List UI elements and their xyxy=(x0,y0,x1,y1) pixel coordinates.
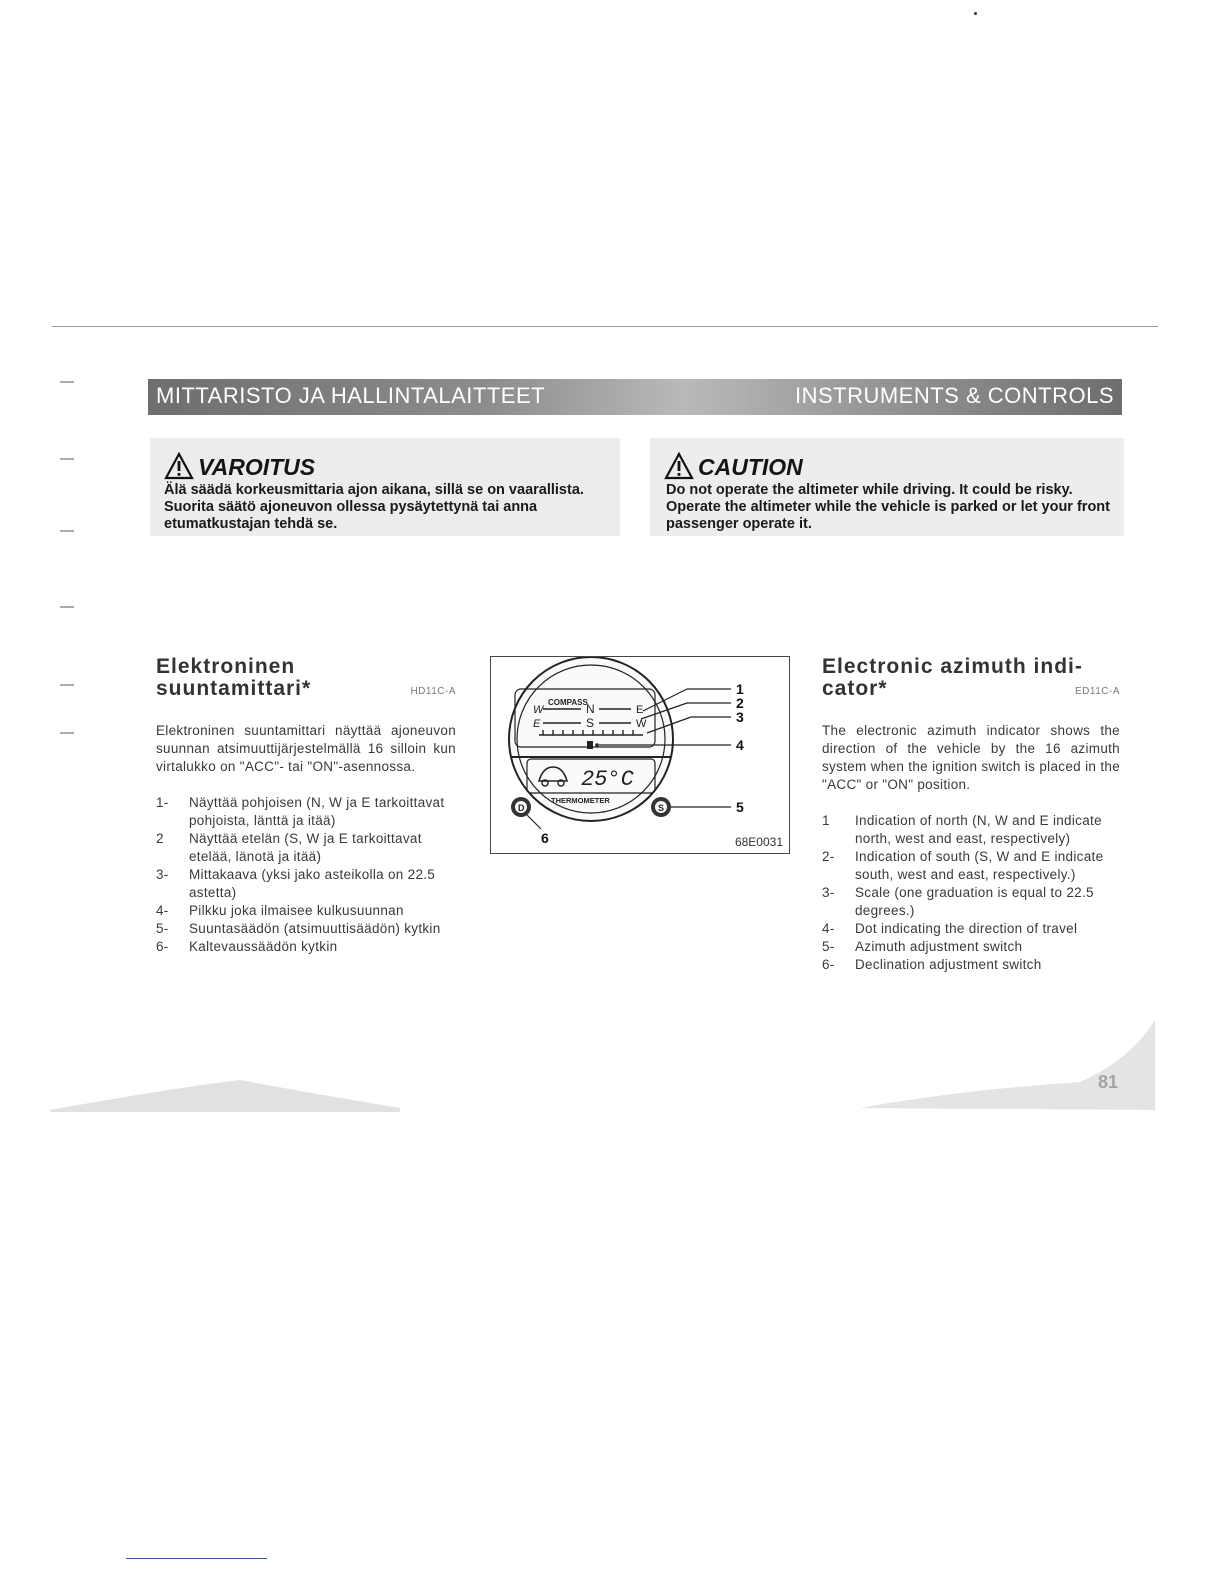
compass-figure xyxy=(490,656,790,854)
temperature-readout: 25°C xyxy=(581,767,634,792)
row1-n: N xyxy=(586,702,595,716)
row2-w: W xyxy=(636,718,647,730)
intro-en: The electronic azimuth indicator shows the direction of the vehicle by the 16 azimuth system when the ignition switch is placed in the "ACC" or "ON" position. xyxy=(822,723,1120,792)
switch-s-label: S xyxy=(658,803,665,813)
list-num: 3- xyxy=(156,867,169,882)
list-item xyxy=(156,938,456,956)
section-title-fi-line2: suuntamittari* xyxy=(156,677,312,700)
thermometer-label: THERMOMETER xyxy=(551,796,610,805)
section-title-en-line1: Electronic azimuth indi- xyxy=(822,655,1083,678)
list-text: Näyttää pohjoisen (N, W ja E tarkoittavat pohjoista, länttä ja itää) xyxy=(189,795,445,828)
list-text: Mittakaava (yksi jako asteikolla on 22.5 astetta) xyxy=(189,867,436,900)
row2-e: E xyxy=(533,718,541,730)
row1-e: E xyxy=(636,704,644,716)
list-text: Kaltevaussäädön kytkin xyxy=(189,939,338,954)
warning-box-en xyxy=(650,438,1124,536)
list-num: 6- xyxy=(822,957,835,972)
list-item xyxy=(156,794,456,830)
compass-label: COMPASS xyxy=(548,698,588,707)
callout-2: 2 xyxy=(736,695,744,711)
list-text: Declination adjustment switch xyxy=(855,957,1042,972)
list-item xyxy=(822,848,1120,884)
list-num: 4- xyxy=(822,921,835,936)
list-num: 3- xyxy=(822,885,835,900)
warning-triangle-icon xyxy=(664,452,694,480)
warning-title-fi: VAROITUS xyxy=(198,454,316,480)
list-num: 5- xyxy=(156,921,169,936)
warning-triangle-icon xyxy=(164,452,194,480)
list-num: 2- xyxy=(822,849,835,864)
list-num: 6- xyxy=(156,939,169,954)
intro-fi: Elektroninen suuntamittari näyttää ajoneuvon suunnan atsimuuttijärjestelmällä 16 silloin kun virtalukko on "ACC"- tai "ON"-asennossa. xyxy=(156,723,456,774)
section-title-fi-line1: Elektroninen xyxy=(156,655,296,678)
list-num: 1- xyxy=(156,795,169,810)
row2-s: S xyxy=(586,716,595,730)
callout-3: 3 xyxy=(736,709,744,725)
list-text: Suuntasäädön (atsimuuttisäädön) kytkin xyxy=(189,921,441,936)
section-fi xyxy=(156,656,456,956)
callout-1: 1 xyxy=(736,681,744,697)
list-text: Azimuth adjustment switch xyxy=(855,939,1023,954)
callout-6: 6 xyxy=(541,830,549,846)
list-num: 1 xyxy=(822,813,830,828)
section-en xyxy=(822,656,1120,974)
warning-box-fi xyxy=(150,438,620,536)
section-code-en: ED11C-A xyxy=(1075,686,1120,697)
section-banner xyxy=(148,379,1122,415)
top-rule xyxy=(52,326,1158,327)
speck xyxy=(974,12,977,15)
callout-5: 5 xyxy=(736,799,744,815)
section-title-en-line2: cator* xyxy=(822,677,888,700)
list-text: Indication of south (S, W and E indicate south, west and east, respectively.) xyxy=(855,849,1104,882)
switch-d-label: D xyxy=(518,803,525,813)
list-item xyxy=(156,830,456,866)
compass-diagram xyxy=(491,657,789,853)
warning-body-en: Do not operate the altimeter while driving. It could be risky. Operate the altimeter while the vehicle is parked or let your front passenger operate it. xyxy=(666,482,1110,532)
footer-link-line xyxy=(126,1558,267,1559)
warning-title-en: CAUTION xyxy=(698,454,803,480)
list-item xyxy=(822,884,1120,920)
banner-title-en: INSTRUMENTS & CONTROLS xyxy=(794,383,1114,408)
direction-dot xyxy=(587,741,593,749)
list-num: 4- xyxy=(156,903,169,918)
list-item xyxy=(156,920,456,938)
list-num: 2 xyxy=(156,831,164,846)
list-item xyxy=(822,812,1120,848)
list-item xyxy=(156,902,456,920)
section-code-fi: HD11C-A xyxy=(410,686,456,697)
list-text: Pilkku joka ilmaisee kulkusuunnan xyxy=(189,903,404,918)
list-fi xyxy=(156,794,456,956)
list-item xyxy=(822,920,1120,938)
list-num: 5- xyxy=(822,939,835,954)
list-text: Näyttää etelän (S, W ja E tarkoittavat etelää, länotä ja itää) xyxy=(189,831,422,864)
list-item xyxy=(156,866,456,902)
list-text: Indication of north (N, W and E indicate north, west and east, respectively) xyxy=(855,813,1102,846)
list-item xyxy=(822,938,1120,956)
list-en xyxy=(822,812,1120,974)
row1-w: W xyxy=(533,704,544,716)
list-text: Dot indicating the direction of travel xyxy=(855,921,1078,936)
list-item xyxy=(822,956,1120,974)
banner-title-fi: MITTARISTO JA HALLINTALAITTEET xyxy=(156,383,546,408)
list-text: Scale (one graduation is equal to 22.5 degrees.) xyxy=(855,885,1094,918)
callout-4: 4 xyxy=(736,737,744,753)
figure-code: 68E0031 xyxy=(734,835,783,849)
warning-body-fi: Älä säädä korkeusmittaria ajon aikana, sillä se on vaarallista. Suorita säätö ajoneuvon ollessa pysäytettynä tai anna etumatkustajan tehdä se. xyxy=(164,482,584,532)
scan-smudge xyxy=(40,1020,1180,1120)
